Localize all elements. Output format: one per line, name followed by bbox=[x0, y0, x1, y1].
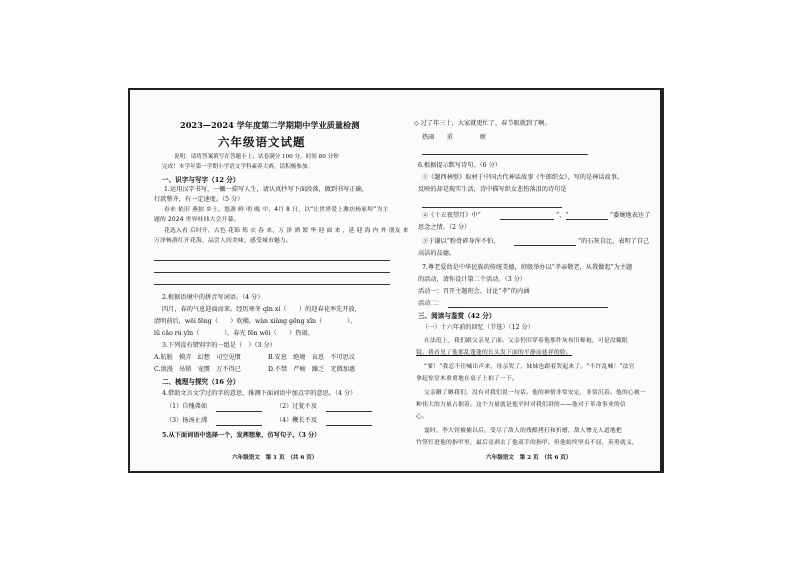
section-3-heading: 三、阅读与鉴赏（42 分） bbox=[418, 312, 496, 320]
exam-header: 2023—2024 学年度第二学期期中学业质量检测 bbox=[180, 120, 360, 130]
answer-line[interactable] bbox=[422, 154, 588, 155]
q1-passage-2: 题的 2024 世界桂纬大会开幕。 bbox=[154, 217, 240, 223]
activity-2-answer[interactable] bbox=[448, 307, 608, 308]
q4-text: 4.借助文言文学过的字的意思，推测下面词语中加点字的意思。（4 分） bbox=[162, 390, 357, 397]
q6-line-1: ①《题西林壁》取材于中国古代神话故事《牛郎织女》，写的是神话故事。 bbox=[422, 174, 624, 181]
q6-line-4: 思念之情。（2 分） bbox=[418, 224, 471, 231]
reading-p3b: 种伟大的力量占据着。这个力量就是他平时对我们讲的——他对于革命事业的信 bbox=[416, 402, 626, 408]
q2-text: 2.根据语境中的拼音写词语。（4 分） bbox=[162, 294, 264, 301]
q6-line-3c: ”委婉地表达了 bbox=[610, 212, 651, 219]
reading-p4b: 竹签钉进他的指甲里，最后竟剥去了他双手的指甲。但他始终坚贞不屈，英勇就义， bbox=[416, 440, 638, 446]
q6-line-3: ②《十五夜望月》中“ bbox=[422, 212, 481, 219]
q3-text: 3.下列没有错别字的一组是（ ）（3 分） bbox=[162, 342, 276, 349]
q6-line-5b: ”的石灰自比，表明了自己 bbox=[578, 238, 650, 245]
q1-passage-4: 万泽畅游红开花海，品尝人间美味，感受城市魅力。 bbox=[154, 238, 292, 244]
activity-2: 活动二： bbox=[418, 300, 443, 307]
q2-line-b: 清明前后，wēi fēng（ ）吹拂，wàn xiàng gēng xīn（ ）， bbox=[154, 318, 357, 325]
q7-text: 7.尊老爱幼是中华民族的传统美德，班级举办以“孝亲敬老，从我做起”为主题 bbox=[422, 264, 633, 271]
section-2-heading: 二、梳理与探究（16 分） bbox=[162, 378, 240, 386]
reading-p1b: 镜。我看见了他那乱蓬蓬的长头发下面的平静而慈祥的脸。 bbox=[416, 350, 572, 356]
q3-option-c: C.浪漫 吊销 宠惯 万不得已 bbox=[154, 366, 241, 373]
q6-line-5: ③于谦以“粉骨碎身浑不怕， bbox=[422, 238, 500, 245]
q1-text-2: 行款整齐，有一定速度。（5 分） bbox=[154, 196, 244, 203]
q6-answer-1[interactable] bbox=[422, 207, 562, 208]
instructions-line-2: 完成！本学年第一学期小学语文学科素养大赛，请积极参加。 bbox=[162, 164, 314, 170]
q4-item-3: （3）扬汤止沸 bbox=[166, 417, 208, 424]
q7-text-b: 的活动，请你设计第二个活动。（3 分） bbox=[418, 276, 526, 283]
page-1-footer: 六年级语文 第 1 页 （共 6 页） bbox=[232, 455, 318, 461]
q4-answer-4[interactable] bbox=[326, 425, 372, 426]
q3-option-a: A.肮脏 摸弄 幻想 司空见惯 bbox=[154, 354, 241, 361]
exam-title: 六年级语文试题 bbox=[218, 135, 306, 149]
activity-1: 活动一：召开主题班会，讨论“孝”的内涵 bbox=[418, 288, 530, 295]
q4-item-1: （1）自愧弗如 bbox=[166, 403, 208, 410]
reading-title: （一）十六年前的回忆（节选）（12 分） bbox=[422, 324, 534, 331]
r-sentence: ◇ 过了年三十，大家就更忙了，春节眼就到了啊。 bbox=[414, 120, 551, 127]
q6-answer-4[interactable] bbox=[514, 245, 576, 246]
q6-answer-3[interactable] bbox=[566, 219, 608, 220]
q6-line-6: 高洁的品德。 bbox=[418, 250, 456, 257]
q3-option-d: D.不禁 严峻 躁乏 无微加惠 bbox=[268, 366, 356, 373]
q6-line-3b: ”，“ bbox=[556, 212, 569, 219]
q6-text: 6.根据提示默写诗句。（6 分） bbox=[418, 162, 501, 169]
section-1-heading: 一、识字与写字（12 分） bbox=[162, 176, 240, 184]
q4-answer-2[interactable] bbox=[326, 411, 372, 412]
q2-line-c: lǜ cǎo rú yīn（ ），春光 fēn wēi（ ）热闹。 bbox=[154, 330, 314, 337]
reading-p1: 在法庭上，我们跟父亲见了面。父亲仍旧穿着他那件灰布旧棉袍，可是没戴眼 bbox=[424, 338, 628, 344]
answer-line[interactable] bbox=[154, 272, 390, 273]
answer-line[interactable] bbox=[154, 284, 390, 285]
reading-p3c: 心。 bbox=[416, 414, 428, 420]
reading-p3: 父亲瞅了瞅我们，没有对我们说一句话。他的神情非常安定，非常沉着。他的心被一 bbox=[424, 390, 646, 396]
instructions-line-1: 说明：请将答案填写在答题卡上；试卷满分 100 分，时间 80 分钟 bbox=[174, 154, 339, 160]
q1-passage-3: 花选入看 后时开，古色 花锦 炼 衣 春 来，万 泽 洒 繁 华 迎 面 来 ，延 迎 海 内 外 朋友 来 bbox=[164, 228, 409, 234]
q4-answer-3[interactable] bbox=[216, 425, 262, 426]
reading-p2: “爹！”我忍不住喊出声来，母亲哭了，妹妹也跟着哭起来了。“不许乱喊！”法官 bbox=[424, 364, 635, 370]
q6-answer-2[interactable] bbox=[500, 219, 554, 220]
q4-item-2: （2）过犹不及 bbox=[276, 403, 318, 410]
q4-item-4: （4）鞭长不及 bbox=[276, 417, 318, 424]
q3-option-b: B.安息 绝境 哀思 不可思议 bbox=[268, 354, 355, 361]
page-2-footer: 六年级语文 第 2 页 （共 6 页） bbox=[486, 455, 572, 461]
q1-passage-1: 春来 依旧 燕掠 乡土，悠游 鲜 明 晚 中，4月 8 日，以“让世界爱上潍坊杨家埠”为主 bbox=[164, 207, 389, 213]
q2-line-a: 四月，春的气息迎面而来。经历寒冬 qīn xí（ ）的迎春花率先开放， bbox=[162, 306, 361, 313]
reading-p4: 霎时，李大钊被捕以后，受尽了敌人的残酷拷打和折磨，敌人惨无人道地把 bbox=[424, 428, 622, 434]
exam-sheet bbox=[128, 88, 664, 473]
r-words: 热闹 重 烦 bbox=[422, 134, 486, 141]
q4-answer-1[interactable] bbox=[216, 411, 262, 412]
answer-line[interactable] bbox=[154, 260, 390, 261]
q6-line-2: 反映的却是现实生活，诗中描写织女悲伤落泪的诗句是 bbox=[418, 186, 567, 193]
reading-p2b: 拿起惊堂木重重地在桌子上拍了一下。 bbox=[416, 376, 518, 382]
q5-text: 5.从下面词语中选择一个，发挥想象，仿写句子。（3 分） bbox=[162, 432, 321, 439]
q1-text-1: 1.运用汉字书写，一撇一捺写人生，请认真抄写下面段落，做到书写正确， bbox=[164, 186, 368, 193]
